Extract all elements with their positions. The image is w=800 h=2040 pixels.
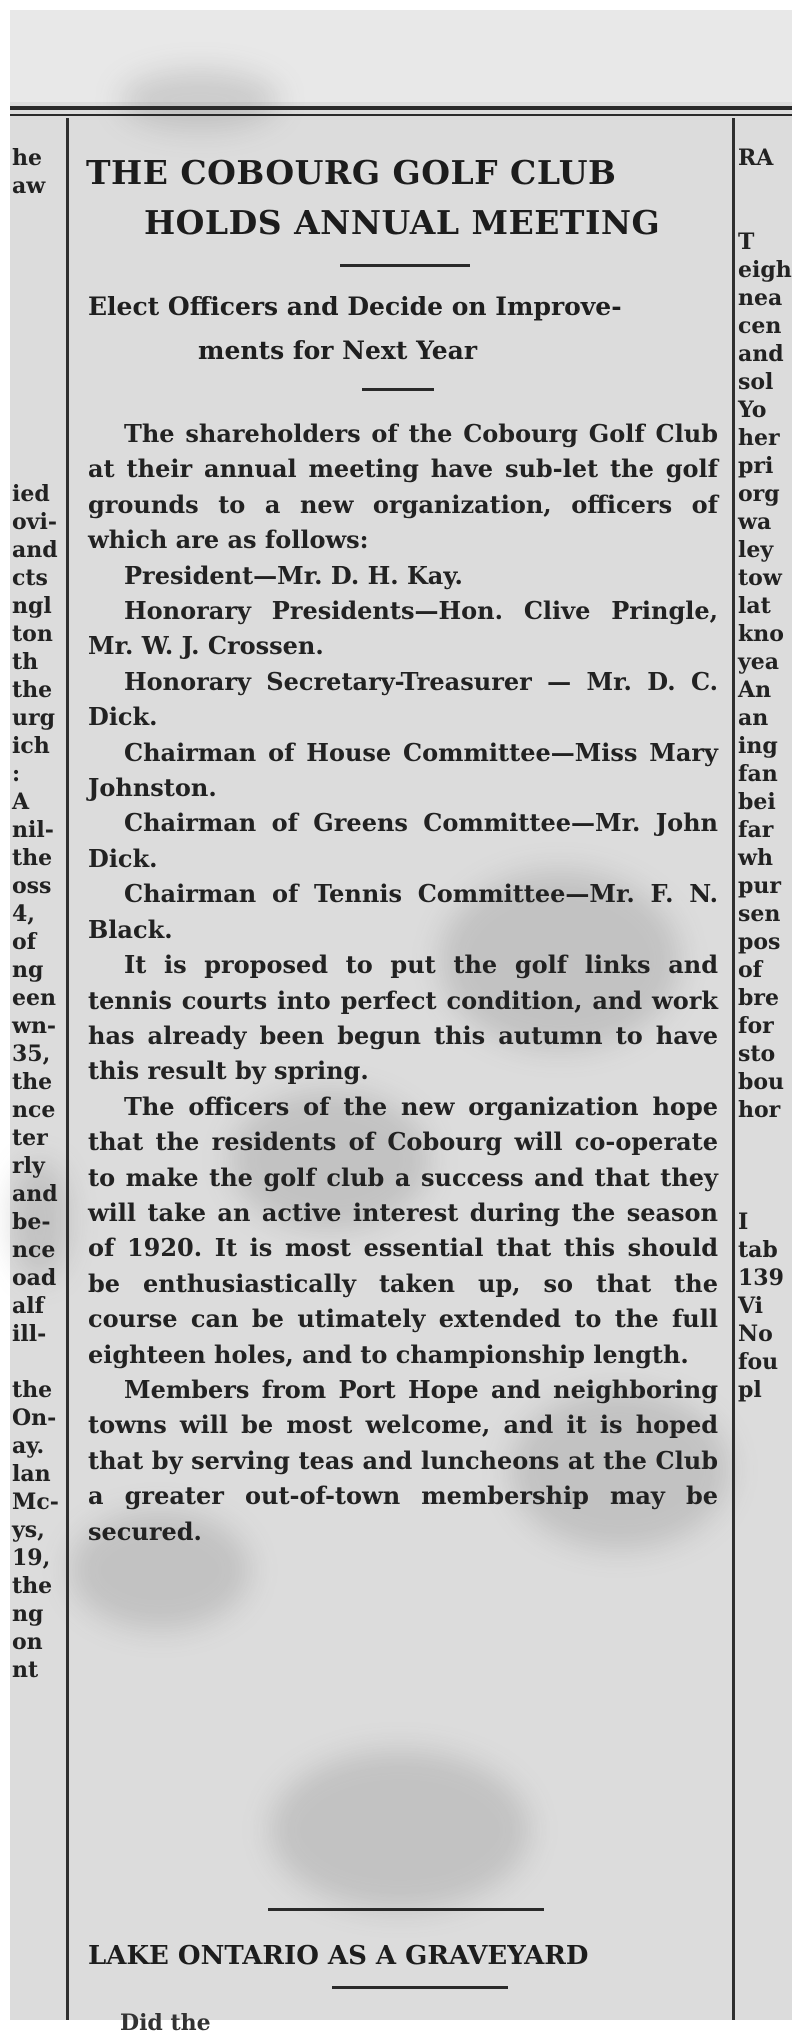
column-fragment-line: ied [12,481,50,507]
column-fragment-line: ley [738,537,774,563]
article-end-rule [268,1908,544,1911]
headline-line-2: HOLDS ANNUAL MEETING [144,203,661,242]
column-fragment-line: ton [12,621,53,647]
column-fragment-line: 19, [12,1545,51,1571]
column-fragment-line [12,1348,60,1376]
top-rule [10,106,792,110]
column-fragment-line: T [738,229,755,255]
column-fragment-line [12,284,60,312]
column-fragment-line: I [738,1209,749,1235]
column-divider-right [732,118,735,2020]
column-fragment-line: of [12,929,37,955]
column-fragment-line: tow [738,565,782,591]
newspaper-clipping [10,10,792,2036]
column-fragment-line [738,172,794,200]
column-fragment-line: On- [12,1405,57,1431]
column-fragment-line [12,200,60,228]
paragraph-tennis-committee: Chairman of Tennis Committee—Mr. F. N. Black. [88,879,718,944]
column-fragment-line: ing [738,733,778,759]
column-fragment-line: pl [738,1377,762,1403]
headline-line-1: THE COBOURG GOLF CLUB [86,153,617,192]
column-fragment-line: oad [12,1265,57,1291]
paragraph-members-welcome: Members from Port Hope and neighboring towns will be most welcome, and it is hoped that by serving teas and luncheons at the Club a greater out-of-town membership may be secured. [88,1374,718,1546]
column-fragment-line: pri [738,453,774,479]
column-fragment-line: sol [738,369,774,395]
column-fragment-line: Yo [738,397,767,423]
paragraph-honorary-presidents: Honorary Presidents—Hon. Clive Pringle, Mr. W. J. Crossen. [88,596,718,661]
next-headline-rule [332,1986,508,1989]
column-fragment-line: and [12,537,58,563]
column-fragment-line: rly [12,1153,45,1179]
top-rule-thin [10,114,792,116]
column-fragment-line: yea [738,649,780,675]
paragraph-house-committee: Chairman of House Committee—Miss Mary Johnston. [88,737,718,803]
column-fragment-line: on [12,1629,43,1655]
column-fragment-line: nt [12,1657,39,1683]
column-fragment-line: 4, [12,901,35,927]
column-fragment-line [12,424,60,452]
column-fragment-line: lan [12,1461,51,1487]
column-fragment-line: Mc- [12,1489,59,1515]
article-body [88,416,718,1549]
column-fragment-line: ay. [12,1433,45,1459]
column-fragment-line: wn- [12,1013,57,1039]
right-column-fragments [738,144,794,1404]
column-fragment-line: kno [738,621,784,647]
column-fragment-line: nil- [12,817,54,843]
column-fragment-line: A [12,789,30,815]
column-fragment-line: he [12,145,42,171]
column-fragment-line: aw [12,173,46,199]
article-headline [82,148,722,248]
column-fragment-line: pur [738,873,781,899]
column-fragment-line: wh [738,845,773,871]
column-fragment-line: alf [12,1293,45,1319]
subhead-rule [362,388,434,391]
column-fragment-line [12,228,60,256]
paragraph-officers-hope: The officers of the new organization hope that the residents of Cobourg will co-operate to make the golf club a success and that they will take an active interest during the season of 1920. It is most essential that this should be enthusiastically taken up, so that the course can be utimately extended to the full eighteen holes, and to championship length. [88,1091,718,1369]
column-fragment-line: tab [738,1237,778,1263]
column-fragment-line: No [738,1321,773,1347]
column-fragment-line: nce [12,1237,56,1263]
column-fragment-line [738,1180,794,1208]
column-fragment-line [738,1124,794,1152]
column-fragment-line: RA [738,145,774,171]
column-fragment-line: cts [12,565,48,591]
paragraph-greens-committee: Chairman of Greens Committee—Mr. John Dick. [88,808,718,873]
column-fragment-line: bei [738,789,776,815]
column-fragment-line [12,368,60,396]
column-fragment-line [12,452,60,480]
paragraph-intro: The shareholders of the Cobourg Golf Club at their annual meeting have sub-let the golf grounds to a new organization, officers of which are as follows: [88,419,718,555]
column-fragment-line: een [12,985,56,1011]
column-fragment-line: 139 [738,1265,784,1291]
column-fragment-line: lat [738,593,771,619]
column-fragment-line: the [12,845,53,871]
column-fragment-line: and [12,1181,58,1207]
column-fragment-line [738,1152,794,1180]
column-fragment-line: be- [12,1209,51,1235]
column-fragment-line: for [738,1013,774,1039]
left-column-fragments [12,144,60,1684]
column-fragment-line: wa [738,509,772,535]
column-fragment-line: urg [12,705,55,731]
column-fragment-line: ovi- [12,509,57,535]
column-fragment-line: bou [738,1069,785,1095]
column-fragment-line: eigh [738,257,792,283]
column-fragment-line [738,200,794,228]
column-fragment-line: ng [12,1601,44,1627]
column-fragment-line: ys, [12,1517,45,1543]
article-subhead [82,285,722,373]
column-fragment-line: fou [738,1349,779,1375]
column-fragment-line: oss [12,873,52,899]
column-fragment-line: nce [12,1097,56,1123]
paragraph-secretary-treasurer: Honorary Secretary-Treasurer — Mr. D. C. Dick. [88,666,718,732]
column-fragment-line: sto [738,1041,776,1067]
column-fragment-line: ter [12,1125,48,1151]
column-fragment-line: An [738,677,772,703]
column-fragment-line [12,396,60,424]
headline-rule [340,264,470,267]
column-fragment-line [12,256,60,284]
column-fragment-line [12,340,60,368]
column-fragment-line: the [12,677,53,703]
column-fragment-line: org [738,481,780,507]
column-fragment-line: ill- [12,1321,47,1347]
subhead-line-1: Elect Officers and Decide on Improve- [88,292,622,321]
column-fragment-line: her [738,425,780,451]
column-fragment-line: ich [12,733,50,759]
column-fragment-line: and [738,341,784,367]
column-fragment-line: an [738,705,769,731]
paragraph-improvements: It is proposed to put the golf links and tennis courts into perfect condition, and work has already been begun this autumn to have this result by spring. [88,950,718,1086]
column-fragment-line: cen [738,313,782,339]
column-fragment-line [12,312,60,340]
column-fragment-line: : [12,761,21,787]
column-fragment-line: far [738,817,774,843]
column-fragment-line: ngl [12,593,52,619]
column-fragment-line: the [12,1377,53,1403]
next-article-cut-text: Did the [120,2010,211,2036]
column-fragment-line: ng [12,957,44,983]
column-fragment-line: pos [738,929,781,955]
column-fragment-line: of [738,957,763,983]
column-fragment-line: the [12,1069,53,1095]
column-fragment-line: nea [738,285,783,311]
column-fragment-line: sen [738,901,781,927]
column-fragment-line: th [12,649,39,675]
column-divider-left [66,118,69,2020]
column-fragment-line: the [12,1573,53,1599]
subhead-line-2: ments for Next Year [198,336,478,365]
column-fragment-line: bre [738,985,779,1011]
column-fragment-line: Vi [738,1293,764,1319]
next-article-headline: LAKE ONTARIO AS A GRAVEYARD [88,1941,589,1971]
column-fragment-line: fan [738,761,778,787]
column-fragment-line: hor [738,1097,781,1123]
paragraph-president: President—Mr. D. H. Kay. [124,560,463,590]
column-fragment-line: 35, [12,1041,51,1067]
